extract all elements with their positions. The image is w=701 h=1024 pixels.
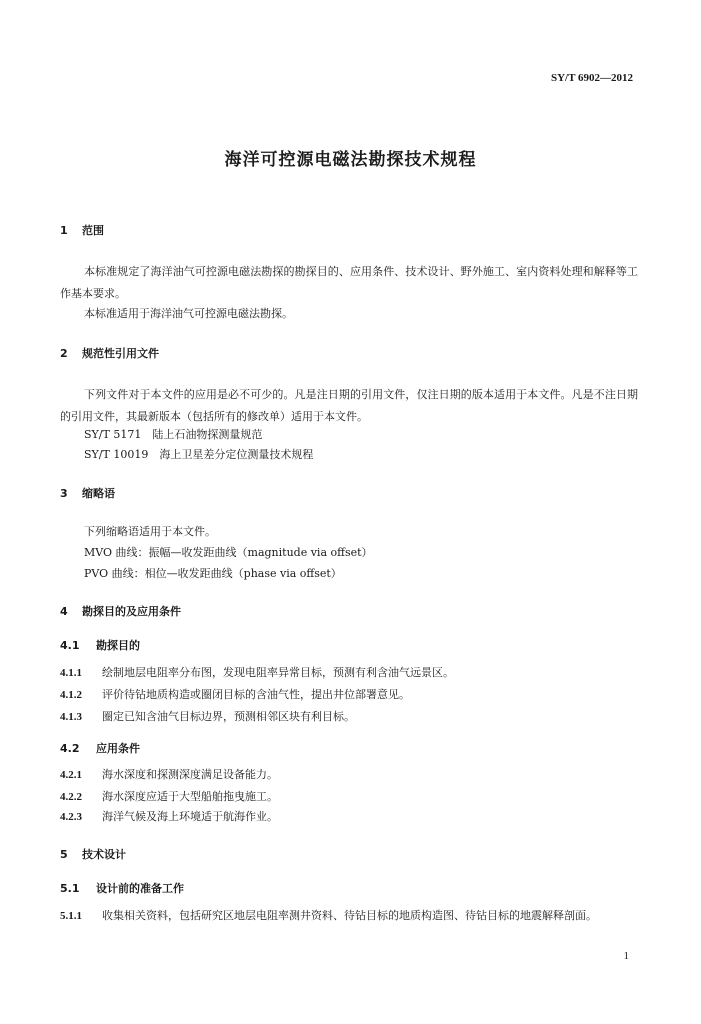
- section-title: 勘探目的及应用条件: [82, 605, 181, 618]
- clause-4-2-1: [60, 766, 278, 782]
- clause-text: 绘制地层电阻率分布图，发现电阻率异常目标，预测有利含油气远景区。: [102, 666, 454, 679]
- section-1-paragraph-2: 本标准适用于海洋油气可控源电磁法勘探。: [84, 307, 293, 320]
- page-number: 1: [623, 950, 629, 962]
- subsection-title: 应用条件: [96, 742, 140, 755]
- clause-number: 4.1.1: [60, 667, 82, 679]
- section-4-heading: [60, 603, 181, 619]
- section-5-heading: [60, 846, 126, 862]
- clause-number: 4.1.2: [60, 689, 82, 701]
- abbreviation-intro: 下列缩略语适用于本文件。: [84, 525, 216, 538]
- subsection-4-1-heading: [60, 637, 140, 653]
- normative-reference: SY/T 10019 海上卫星差分定位测量技术规程: [84, 448, 314, 461]
- clause-5-1-1: [60, 905, 638, 927]
- clause-4-1-2: [60, 686, 410, 702]
- clause-text: 海水深度和探测深度满足设备能力。: [102, 768, 278, 781]
- section-title: 范围: [82, 224, 104, 237]
- clause-number: 4.2.1: [60, 769, 82, 781]
- normative-reference: SY/T 5171 陆上石油物探测量规范: [84, 428, 263, 441]
- clause-number: 5.1.1: [60, 910, 82, 922]
- section-2-heading: [60, 345, 159, 361]
- subsection-number: 4.1: [60, 639, 80, 652]
- clause-number: 4.2.3: [60, 811, 82, 823]
- abbreviation-item: PVO 曲线：相位—收发距曲线（phase via offset）: [84, 567, 342, 580]
- section-1-heading: [60, 222, 104, 238]
- abbreviation-item: MVO 曲线：振幅—收发距曲线（magnitude via offset）: [84, 546, 373, 559]
- clause-4-1-1: [60, 664, 454, 680]
- standard-number: SY/T 6902—2012: [550, 72, 633, 84]
- clause-text: 圈定已知含油气目标边界，预测相邻区块有利目标。: [102, 710, 355, 723]
- section-title: 技术设计: [82, 848, 126, 861]
- section-number: 3: [60, 487, 68, 500]
- clause-4-2-2: [60, 788, 278, 804]
- section-title: 缩略语: [82, 487, 115, 500]
- clause-4-1-3: [60, 708, 355, 724]
- document-title: 海洋可控源电磁法勘探技术规程: [224, 150, 477, 170]
- clause-text: 评价待钻地质构造或圈闭目标的含油气性，提出井位部署意见。: [102, 688, 410, 701]
- clause-text: 海水深度应适于大型船舶拖曳施工。: [102, 790, 278, 803]
- clause-text: 收集相关资料，包括研究区地层电阻率测井资料、待钻目标的地质构造图、待钻目标的地震解释剖面。: [102, 909, 597, 922]
- subsection-number: 5.1: [60, 882, 80, 895]
- clause-text: 海洋气候及海上环境适于航海作业。: [102, 810, 278, 823]
- section-number: 5: [60, 848, 68, 861]
- section-title: 规范性引用文件: [82, 347, 159, 360]
- clause-4-2-3: [60, 808, 278, 824]
- clause-number: 4.1.3: [60, 711, 82, 723]
- subsection-title: 设计前的准备工作: [96, 882, 184, 895]
- subsection-title: 勘探目的: [96, 639, 140, 652]
- section-2-paragraph: 下列文件对于本文件的应用是必不可少的。凡是注日期的引用文件，仅注日期的版本适用于本文件。凡是不注日期的引用文件，其最新版本（包括所有的修改单）适用于本文件。: [60, 388, 638, 423]
- section-number: 2: [60, 347, 68, 360]
- subsection-4-2-heading: [60, 740, 140, 756]
- section-1-paragraph-1: 本标准规定了海洋油气可控源电磁法勘探的勘探目的、应用条件、技术设计、野外施工、室内资料处理和解释等工作基本要求。: [60, 265, 638, 300]
- section-number: 1: [60, 224, 68, 237]
- subsection-5-1-heading: [60, 880, 184, 896]
- section-number: 4: [60, 605, 68, 618]
- clause-number: 4.2.2: [60, 791, 82, 803]
- subsection-number: 4.2: [60, 742, 80, 755]
- section-3-heading: [60, 485, 115, 501]
